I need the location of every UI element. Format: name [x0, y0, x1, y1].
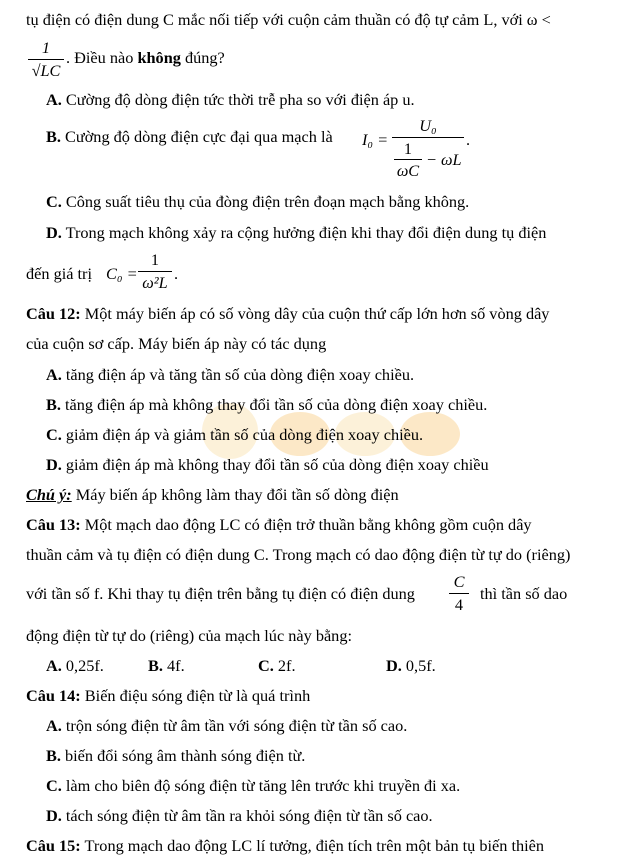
- q15-label: Câu 15:: [26, 836, 81, 855]
- q12-option-d: D. giảm điện áp mà không thay đổi tần số của dòng điện xoay chiều: [46, 455, 489, 474]
- q11-question-tail: . Điều nào không đúng?: [66, 48, 225, 67]
- q13-stem-line3b: thì tần số dao: [480, 584, 568, 603]
- q13-stem-line2: thuần cảm và tụ điện có điện dung C. Trong mạch có dao động điện từ tự do (riêng): [26, 545, 571, 564]
- q13-stem-line3a: với tần số f. Khi thay tụ điện trên bằng tụ điện có điện dung: [26, 584, 415, 603]
- q11-formula-b-end: .: [466, 130, 471, 149]
- q12-label: Câu 12:: [26, 304, 81, 323]
- q14-option-b: B. biến đổi sóng âm thành sóng điện từ.: [46, 746, 306, 765]
- q11-bold-khong: không: [137, 48, 181, 67]
- q11-option-d-continued: đến giá trị: [26, 264, 93, 283]
- q14-option-c: C. làm cho biên độ sóng điện từ tăng lên trước khi truyền đi xa.: [46, 776, 461, 795]
- q13-stem-line1: Câu 13: Một mạch dao động LC có điện trở thuần bằng không gồm cuộn dây: [26, 515, 532, 534]
- q11-option-c: C. Công suất tiêu thụ của đòng điện trên đoạn mạch bằng không.: [46, 192, 470, 211]
- q12-option-a: A. tăng điện áp và tăng tần số của dòng điện xoay chiều.: [46, 365, 415, 384]
- q12-option-b: B. tăng điện áp mà không thay đổi tần số của dòng điện xoay chiều.: [46, 395, 488, 414]
- q11-formula-d-end: .: [174, 264, 179, 283]
- q14-stem: Câu 14: Biến điệu sóng điện từ là quá trình: [26, 686, 311, 705]
- q14-label: Câu 14:: [26, 686, 81, 705]
- q11-formula-d: 1 ω²L: [138, 252, 172, 292]
- q11-condition-den: √LC: [31, 61, 61, 81]
- q11-formula-d-lhs: C₀ =: [106, 264, 138, 283]
- q12-stem-line1: Câu 12: Một máy biến áp có số vòng dây của cuộn thứ cấp lớn hơn số vòng dây: [26, 304, 550, 323]
- q11-formula-b: U₀ 1 ωC − ωL: [392, 118, 464, 179]
- q11-option-d: D. Trong mạch không xảy ra cộng hưởng điện khi thay đổi điện dung tụ điện: [46, 223, 547, 242]
- q13-option-c: C. 2f.: [258, 656, 296, 675]
- q13-stem-line4: động điện từ tự do (riêng) của mạch lúc này bằng:: [26, 626, 352, 645]
- q11-formula-b-lhs: I₀ =: [362, 130, 389, 149]
- q12-option-c: C. giảm điện áp và giảm tần số của dòng điện xoay chiều.: [46, 425, 424, 444]
- q12-note: Chú ý: Máy biến áp không làm thay đổi tần số dòng điện: [26, 485, 399, 504]
- q13-option-d: D. 0,5f.: [386, 656, 436, 675]
- q11-intro: tụ điện có điện dung C mắc nối tiếp với cuộn cảm thuần có độ tự cảm L, với ω <: [26, 10, 551, 29]
- q11-condition-num: 1: [41, 38, 51, 57]
- q13-label: Câu 13:: [26, 515, 81, 534]
- q11-option-b: B. Cường độ dòng điện cực đại qua mạch là: [46, 127, 333, 146]
- q12-note-label: Chú ý:: [26, 485, 72, 504]
- q13-option-b: B. 4f.: [148, 656, 185, 675]
- q14-option-a: A. trộn sóng điện từ âm tần với sóng điện từ tần số cao.: [46, 716, 408, 735]
- q13-capacitance-fraction: C 4: [449, 574, 469, 614]
- q12-stem-line2: của cuộn sơ cấp. Máy biến áp này có tác dụng: [26, 334, 327, 353]
- q13-option-a: A. 0,25f.: [46, 656, 104, 675]
- q11-option-a: A. Cường độ dòng điện tức thời trễ pha so với điện áp u.: [46, 90, 415, 109]
- q15-stem: Câu 15: Trong mạch dao động LC lí tưởng, điện tích trên một bản tụ biến thiên: [26, 836, 545, 855]
- q11-condition-fraction: [28, 40, 64, 80]
- q14-option-d: D. tách sóng điện từ âm tần ra khỏi sóng điện từ tần số cao.: [46, 806, 433, 825]
